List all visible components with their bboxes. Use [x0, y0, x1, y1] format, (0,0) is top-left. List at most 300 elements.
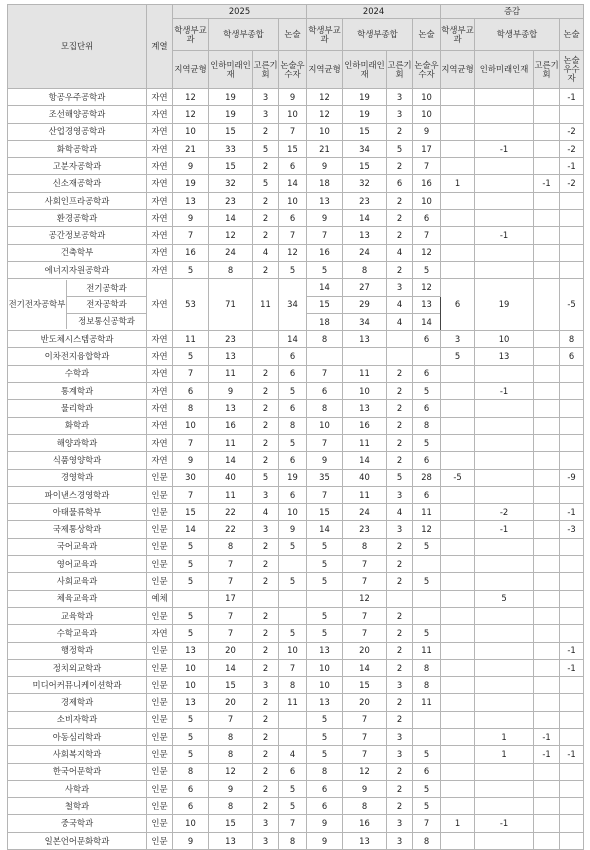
value-cell: 7	[209, 625, 253, 642]
unit-name: 조선해양공학과	[8, 106, 147, 123]
value-cell: 13	[209, 348, 253, 365]
value-cell: 5	[307, 607, 343, 624]
value-cell: 14	[343, 210, 387, 227]
value-cell: 7	[343, 625, 387, 642]
table-row	[8, 158, 584, 175]
value-cell: 5	[279, 780, 307, 797]
value-cell: 13	[343, 331, 387, 348]
value-cell	[387, 590, 413, 607]
unit-name: 정치외교학과	[8, 659, 147, 676]
value-cell	[560, 607, 584, 624]
track: 인문	[147, 521, 173, 538]
value-cell: 7	[209, 556, 253, 573]
track: 자연	[147, 261, 173, 278]
value-cell: 3	[387, 89, 413, 106]
value-cell: 2	[253, 400, 279, 417]
value-cell: 7	[307, 486, 343, 503]
value-cell	[560, 434, 584, 451]
value-cell: 28	[413, 469, 441, 486]
value-cell: 11	[343, 486, 387, 503]
header-jonghap: 학생부종합	[209, 19, 279, 51]
value-cell	[441, 573, 475, 590]
value-cell: 10	[343, 383, 387, 400]
value-cell	[475, 763, 534, 780]
value-cell	[475, 832, 534, 849]
track: 인문	[147, 556, 173, 573]
table-row	[8, 538, 584, 555]
value-cell	[534, 192, 560, 209]
table-row	[8, 763, 584, 780]
value-cell: 4	[387, 313, 413, 330]
value-cell	[534, 244, 560, 261]
value-cell: 12	[209, 227, 253, 244]
value-cell	[534, 469, 560, 486]
value-cell	[475, 798, 534, 815]
value-cell: 8	[413, 659, 441, 676]
unit-name: 미디어커뮤니케이션학과	[8, 677, 147, 694]
unit-name: 아태물류학부	[8, 504, 147, 521]
value-cell	[534, 348, 560, 365]
value-cell: 6	[307, 383, 343, 400]
table-row	[8, 365, 584, 382]
value-cell: 2	[253, 780, 279, 797]
value-cell	[475, 106, 534, 123]
value-cell: 8	[343, 538, 387, 555]
value-cell: 3	[253, 106, 279, 123]
value-cell: -2	[560, 175, 584, 192]
value-cell	[534, 383, 560, 400]
track: 인문	[147, 780, 173, 797]
value-cell: 16	[413, 175, 441, 192]
value-cell: 3	[387, 832, 413, 849]
track: 인문	[147, 469, 173, 486]
value-cell: 7	[279, 227, 307, 244]
value-cell	[560, 383, 584, 400]
value-cell	[534, 763, 560, 780]
unit-name: 해양과학과	[8, 434, 147, 451]
value-cell: 14	[279, 175, 307, 192]
track: 인문	[147, 659, 173, 676]
value-cell	[534, 417, 560, 434]
value-cell: 10	[173, 815, 209, 832]
value-cell: 2	[387, 365, 413, 382]
value-cell	[441, 261, 475, 278]
value-cell: 11	[279, 694, 307, 711]
table-row	[8, 780, 584, 797]
sub-inha: 인하미래인재	[343, 51, 387, 89]
value-cell: 11	[209, 486, 253, 503]
value-cell	[475, 556, 534, 573]
value-cell: 34	[343, 140, 387, 157]
value-cell: 14	[343, 659, 387, 676]
value-cell	[441, 106, 475, 123]
value-cell: 19	[343, 89, 387, 106]
value-cell: 2	[387, 123, 413, 140]
value-cell: 7	[343, 556, 387, 573]
table-row	[8, 192, 584, 209]
value-cell	[560, 227, 584, 244]
track: 자연	[147, 383, 173, 400]
value-cell: 9	[173, 832, 209, 849]
value-cell	[475, 573, 534, 590]
value-cell: 5	[413, 383, 441, 400]
value-cell: 9	[413, 123, 441, 140]
value-cell: 5	[253, 469, 279, 486]
value-cell	[560, 556, 584, 573]
track: 인문	[147, 642, 173, 659]
value-cell	[560, 400, 584, 417]
value-cell: 5	[441, 348, 475, 365]
value-cell: 6	[441, 279, 475, 331]
value-cell: -1	[475, 815, 534, 832]
value-cell: 2	[253, 261, 279, 278]
unit-name: 아동심리학과	[8, 728, 147, 745]
value-cell	[387, 348, 413, 365]
value-cell	[534, 331, 560, 348]
value-cell: 2	[387, 383, 413, 400]
value-cell	[534, 158, 560, 175]
value-cell: 3	[253, 486, 279, 503]
header-nonsul: 논술	[560, 19, 584, 51]
track: 자연	[147, 365, 173, 382]
value-cell: 5	[413, 434, 441, 451]
value-cell: -1	[560, 504, 584, 521]
value-cell: 40	[209, 469, 253, 486]
value-cell: 5	[413, 538, 441, 555]
value-cell	[475, 365, 534, 382]
value-cell: 5	[307, 728, 343, 745]
value-cell: 16	[173, 244, 209, 261]
value-cell	[534, 538, 560, 555]
value-cell: 13	[475, 348, 534, 365]
value-cell: 5	[307, 746, 343, 763]
value-cell: 5	[413, 261, 441, 278]
value-cell: 19	[475, 279, 534, 331]
value-cell: 4	[279, 746, 307, 763]
value-cell: 13	[173, 694, 209, 711]
value-cell: 23	[343, 521, 387, 538]
value-cell: 2	[387, 192, 413, 209]
value-cell: 5	[173, 711, 209, 728]
value-cell: 14	[279, 331, 307, 348]
value-cell: 9	[343, 780, 387, 797]
table-row	[8, 694, 584, 711]
value-cell: 6	[279, 210, 307, 227]
value-cell: 6	[279, 158, 307, 175]
value-cell: 2	[253, 158, 279, 175]
value-cell: 2	[253, 746, 279, 763]
value-cell: 5	[307, 261, 343, 278]
value-cell: -1	[560, 89, 584, 106]
value-cell: 8	[173, 400, 209, 417]
value-cell	[475, 261, 534, 278]
value-cell: 13	[209, 832, 253, 849]
value-cell: 9	[307, 832, 343, 849]
value-cell	[307, 348, 343, 365]
value-cell: 6	[560, 348, 584, 365]
value-cell: 15	[209, 815, 253, 832]
unit-sub: 전자공학과	[67, 297, 146, 314]
unit-name: 경영학과	[8, 469, 147, 486]
value-cell: 2	[253, 227, 279, 244]
value-cell: 5	[173, 607, 209, 624]
header-gyogwa: 학생부교과	[173, 19, 209, 51]
value-cell: 1	[475, 728, 534, 745]
unit-name: 소비자학과	[8, 711, 147, 728]
table-row	[8, 798, 584, 815]
value-cell: 5	[173, 746, 209, 763]
track: 자연	[147, 210, 173, 227]
value-cell	[534, 365, 560, 382]
track: 인문	[147, 711, 173, 728]
value-cell: 14	[209, 452, 253, 469]
value-cell: 34	[279, 279, 307, 331]
value-cell: 12	[279, 244, 307, 261]
value-cell: 7	[343, 711, 387, 728]
track: 자연	[147, 123, 173, 140]
unit-group-cell	[8, 279, 147, 331]
track: 예체	[147, 590, 173, 607]
track: 인문	[147, 607, 173, 624]
sub-jiyeok: 지역균형	[441, 51, 475, 89]
value-cell	[475, 625, 534, 642]
value-cell: 2	[253, 452, 279, 469]
value-cell: 11	[343, 434, 387, 451]
value-cell: 3	[387, 746, 413, 763]
value-cell: 40	[343, 469, 387, 486]
value-cell: 2	[387, 625, 413, 642]
value-cell	[441, 192, 475, 209]
value-cell: 2	[253, 365, 279, 382]
value-cell: 4	[253, 504, 279, 521]
sub-goreun: 고른기회	[534, 51, 560, 89]
value-cell	[441, 763, 475, 780]
value-cell	[534, 279, 560, 331]
track: 자연	[147, 434, 173, 451]
value-cell: 30	[173, 469, 209, 486]
value-cell: 5	[413, 746, 441, 763]
value-cell: 34	[343, 313, 387, 330]
table-row	[8, 556, 584, 573]
value-cell	[413, 348, 441, 365]
track: 인문	[147, 677, 173, 694]
unit-name: 이차전지융합학과	[8, 348, 147, 365]
value-cell	[279, 711, 307, 728]
table-row	[8, 140, 584, 157]
value-cell: 12	[173, 89, 209, 106]
value-cell	[560, 538, 584, 555]
value-cell	[441, 521, 475, 538]
value-cell	[560, 573, 584, 590]
value-cell: 53	[173, 279, 209, 331]
value-cell: 10	[173, 659, 209, 676]
value-cell	[475, 694, 534, 711]
value-cell: 9	[307, 158, 343, 175]
table-row	[8, 331, 584, 348]
value-cell	[441, 123, 475, 140]
unit-name: 물리학과	[8, 400, 147, 417]
value-cell	[560, 798, 584, 815]
value-cell: 16	[343, 815, 387, 832]
value-cell: 2	[253, 383, 279, 400]
value-cell: 8	[307, 331, 343, 348]
value-cell: 8	[279, 677, 307, 694]
value-cell: 5	[173, 728, 209, 745]
value-cell: 9	[307, 210, 343, 227]
value-cell	[560, 417, 584, 434]
value-cell: 6	[413, 365, 441, 382]
track: 자연	[147, 625, 173, 642]
unit-name: 반도체시스템공학과	[8, 331, 147, 348]
value-cell: 5	[173, 348, 209, 365]
value-cell	[534, 452, 560, 469]
value-cell: 15	[173, 504, 209, 521]
value-cell: 3	[441, 331, 475, 348]
table-row	[8, 746, 584, 763]
value-cell: 20	[209, 642, 253, 659]
track: 자연	[147, 331, 173, 348]
value-cell: 12	[173, 106, 209, 123]
value-cell	[173, 590, 209, 607]
value-cell	[475, 123, 534, 140]
value-cell: 7	[173, 486, 209, 503]
table-row	[8, 642, 584, 659]
unit-name: 철학과	[8, 798, 147, 815]
value-cell: 5	[307, 625, 343, 642]
track: 자연	[147, 140, 173, 157]
value-cell: 13	[307, 642, 343, 659]
value-cell: 24	[343, 504, 387, 521]
value-cell	[441, 158, 475, 175]
table-row	[8, 244, 584, 261]
value-cell	[475, 434, 534, 451]
value-cell: -1	[475, 521, 534, 538]
unit-name: 사회인프라공학과	[8, 192, 147, 209]
track: 자연	[147, 89, 173, 106]
value-cell	[534, 140, 560, 157]
track: 인문	[147, 815, 173, 832]
track: 자연	[147, 244, 173, 261]
value-cell: 7	[413, 227, 441, 244]
value-cell: 5	[387, 469, 413, 486]
value-cell: 5	[279, 625, 307, 642]
value-cell: 8	[413, 677, 441, 694]
value-cell	[534, 677, 560, 694]
value-cell	[413, 556, 441, 573]
value-cell: -2	[560, 140, 584, 157]
value-cell	[441, 417, 475, 434]
value-cell: 2	[387, 538, 413, 555]
value-cell: 12	[413, 279, 441, 296]
value-cell	[534, 227, 560, 244]
value-cell: 12	[413, 521, 441, 538]
sub-inha: 인하미래인재	[475, 51, 534, 89]
value-cell: 5	[307, 711, 343, 728]
value-cell: 2	[253, 538, 279, 555]
value-cell	[534, 521, 560, 538]
value-cell	[475, 780, 534, 797]
value-cell: 15	[343, 123, 387, 140]
table-row	[8, 521, 584, 538]
value-cell: 5	[475, 590, 534, 607]
unit-name: 한국어문학과	[8, 763, 147, 780]
track: 인문	[147, 832, 173, 849]
value-cell: 15	[307, 296, 343, 313]
track: 자연	[147, 452, 173, 469]
value-cell: 8	[560, 331, 584, 348]
value-cell	[441, 556, 475, 573]
value-cell	[534, 106, 560, 123]
value-cell: 9	[173, 210, 209, 227]
value-cell: -9	[560, 469, 584, 486]
value-cell	[441, 244, 475, 261]
value-cell: 7	[413, 815, 441, 832]
value-cell: 8	[279, 417, 307, 434]
value-cell: 2	[387, 452, 413, 469]
value-cell: 2	[253, 192, 279, 209]
value-cell: 8	[209, 746, 253, 763]
value-cell: 33	[209, 140, 253, 157]
unit-name: 건축학부	[8, 244, 147, 261]
value-cell: 9	[209, 383, 253, 400]
header-gyogwa: 학생부교과	[307, 19, 343, 51]
header-gyogwa: 학생부교과	[441, 19, 475, 51]
value-cell: 10	[173, 123, 209, 140]
unit-name: 산업경영공학과	[8, 123, 147, 140]
value-cell: 2	[387, 659, 413, 676]
value-cell: 35	[307, 469, 343, 486]
unit-name: 수학과	[8, 365, 147, 382]
value-cell: 24	[209, 244, 253, 261]
sub-jiyeok: 지역균형	[173, 51, 209, 89]
table-row	[8, 106, 584, 123]
value-cell	[534, 486, 560, 503]
value-cell: 17	[209, 590, 253, 607]
value-cell: 5	[173, 261, 209, 278]
table-row	[8, 711, 584, 728]
value-cell: 20	[343, 694, 387, 711]
value-cell: 5	[279, 434, 307, 451]
unit-name: 고분자공학과	[8, 158, 147, 175]
value-cell: 12	[343, 590, 387, 607]
unit-name: 국제통상학과	[8, 521, 147, 538]
value-cell	[253, 348, 279, 365]
value-cell: -1	[534, 746, 560, 763]
value-cell: -1	[475, 383, 534, 400]
value-cell: 5	[413, 573, 441, 590]
value-cell	[560, 106, 584, 123]
value-cell: 10	[279, 642, 307, 659]
value-cell: 6	[279, 400, 307, 417]
value-cell	[475, 400, 534, 417]
value-cell: 6	[413, 400, 441, 417]
value-cell: 10	[413, 89, 441, 106]
value-cell: 8	[279, 832, 307, 849]
value-cell: 14	[173, 521, 209, 538]
value-cell	[441, 89, 475, 106]
unit-name: 사학과	[8, 780, 147, 797]
table-row	[8, 469, 584, 486]
value-cell: -1	[475, 227, 534, 244]
value-cell: 13	[413, 296, 441, 313]
value-cell: 10	[279, 192, 307, 209]
value-cell	[560, 728, 584, 745]
table-row	[8, 728, 584, 745]
table-row	[8, 625, 584, 642]
track: 자연	[147, 158, 173, 175]
value-cell: 7	[279, 815, 307, 832]
value-cell	[534, 659, 560, 676]
